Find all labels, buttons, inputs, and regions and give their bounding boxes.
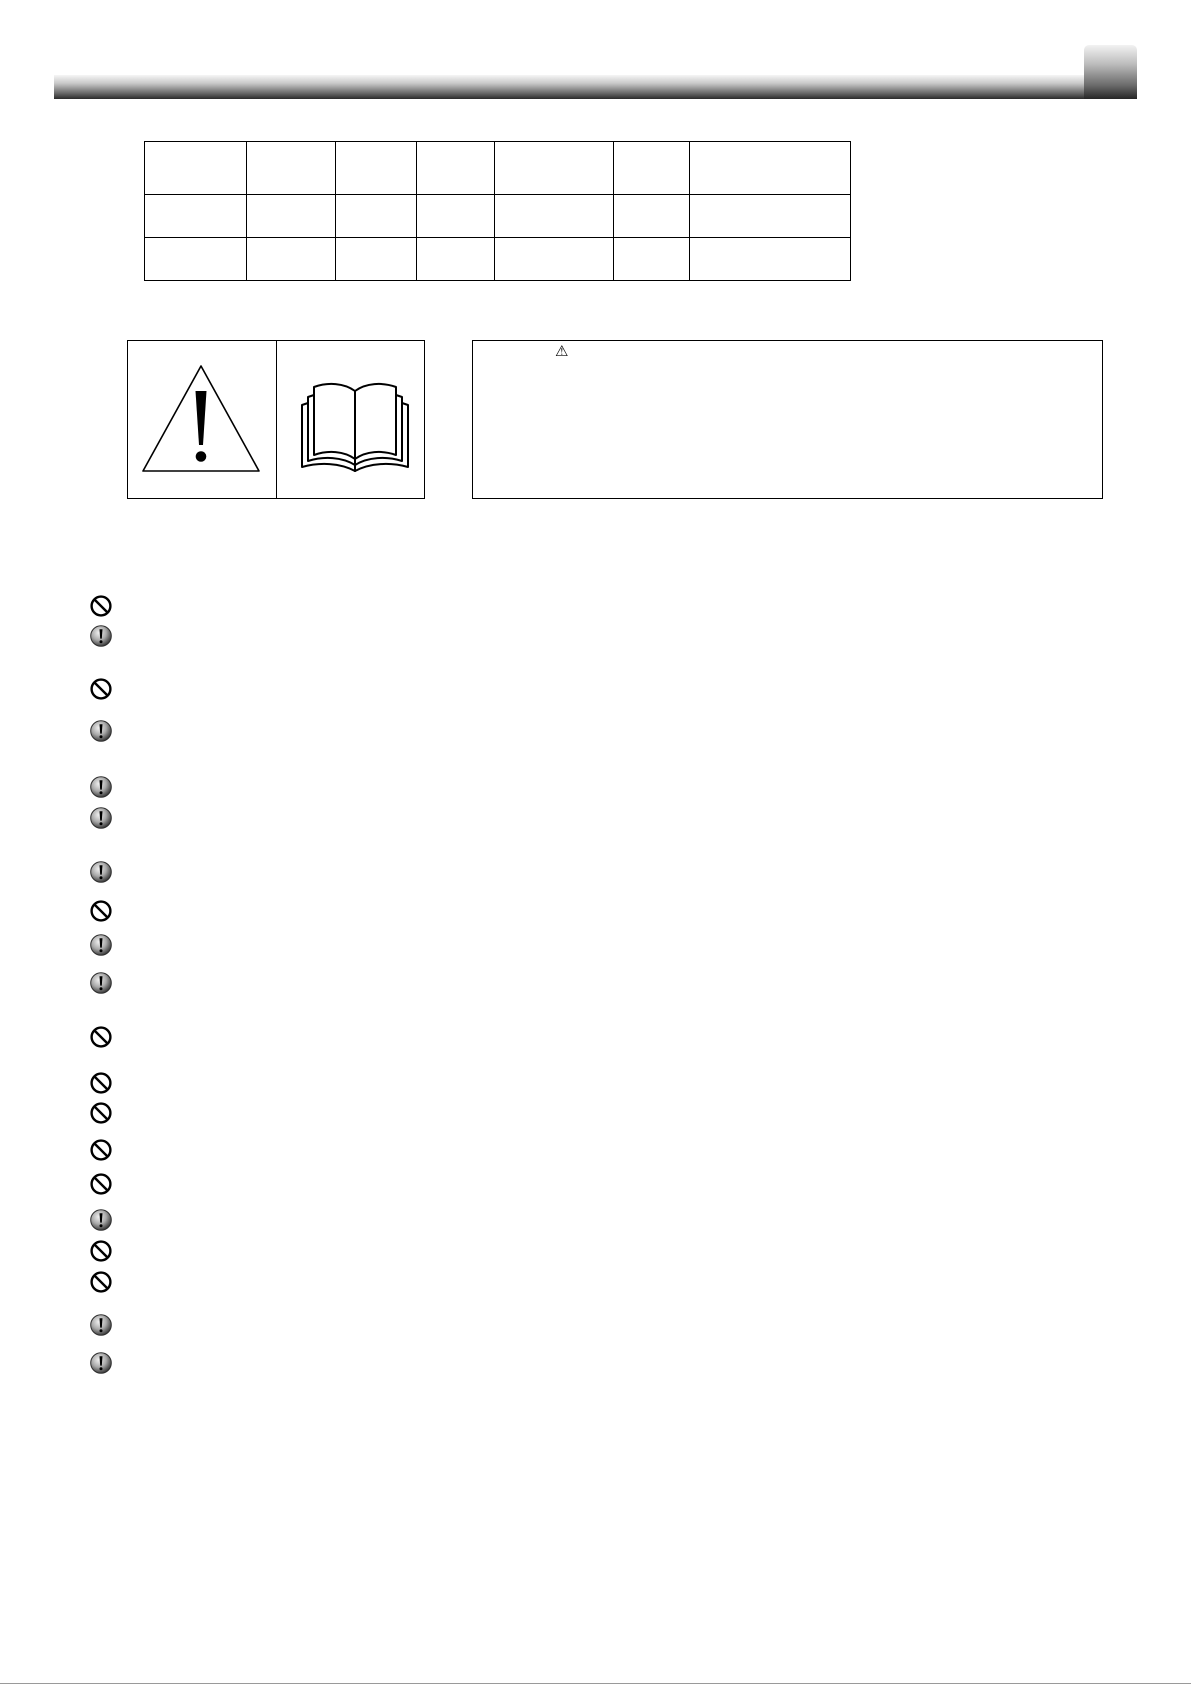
table-cell xyxy=(417,142,495,195)
mandatory-icon xyxy=(89,1313,113,1337)
mandatory-icon xyxy=(89,933,113,957)
table-cell xyxy=(336,142,417,195)
table-cell xyxy=(247,142,336,195)
prohibition-icon xyxy=(89,1270,113,1294)
spec-table xyxy=(144,141,851,281)
mandatory-icon xyxy=(89,775,113,799)
prohibition-icon xyxy=(89,1101,113,1125)
mandatory-icon xyxy=(89,719,113,743)
table-cell xyxy=(336,195,417,238)
table-cell xyxy=(690,238,851,281)
table-cell xyxy=(614,142,690,195)
table-cell xyxy=(495,195,614,238)
mandatory-icon xyxy=(89,1351,113,1375)
table-cell xyxy=(690,195,851,238)
header-bar xyxy=(54,75,1137,99)
table-cell xyxy=(336,238,417,281)
caution-symbol-icon: ⚠ xyxy=(555,342,569,360)
table-cell xyxy=(495,142,614,195)
prohibition-icon xyxy=(89,594,113,618)
mandatory-icon xyxy=(89,1208,113,1232)
prohibition-icon xyxy=(89,1138,113,1162)
prohibition-icon xyxy=(89,1239,113,1263)
table-cell xyxy=(614,238,690,281)
table-cell xyxy=(145,238,247,281)
table-cell xyxy=(417,195,495,238)
prohibition-icon xyxy=(89,1172,113,1196)
mandatory-icon xyxy=(89,806,113,830)
mandatory-icon xyxy=(89,860,113,884)
mandatory-icon xyxy=(89,971,113,995)
warning-triangle-icon xyxy=(141,363,261,474)
prohibition-icon xyxy=(89,1025,113,1049)
prohibition-icon xyxy=(89,1071,113,1095)
safety-symbol-box xyxy=(127,340,425,499)
table-cell xyxy=(145,142,247,195)
table-cell xyxy=(247,195,336,238)
table-row xyxy=(145,238,851,281)
bottom-rule xyxy=(0,1683,1191,1684)
table-cell xyxy=(614,195,690,238)
mandatory-icon xyxy=(89,624,113,648)
header-tab xyxy=(1084,45,1137,99)
notice-box xyxy=(472,340,1103,499)
table-cell xyxy=(495,238,614,281)
table-cell xyxy=(247,238,336,281)
table-row xyxy=(145,195,851,238)
read-manual-book-icon xyxy=(298,377,412,477)
table-row xyxy=(145,142,851,195)
table-cell xyxy=(145,195,247,238)
table-cell xyxy=(690,142,851,195)
prohibition-icon xyxy=(89,899,113,923)
table-cell xyxy=(417,238,495,281)
prohibition-icon xyxy=(89,677,113,701)
symbol-divider xyxy=(276,341,277,498)
